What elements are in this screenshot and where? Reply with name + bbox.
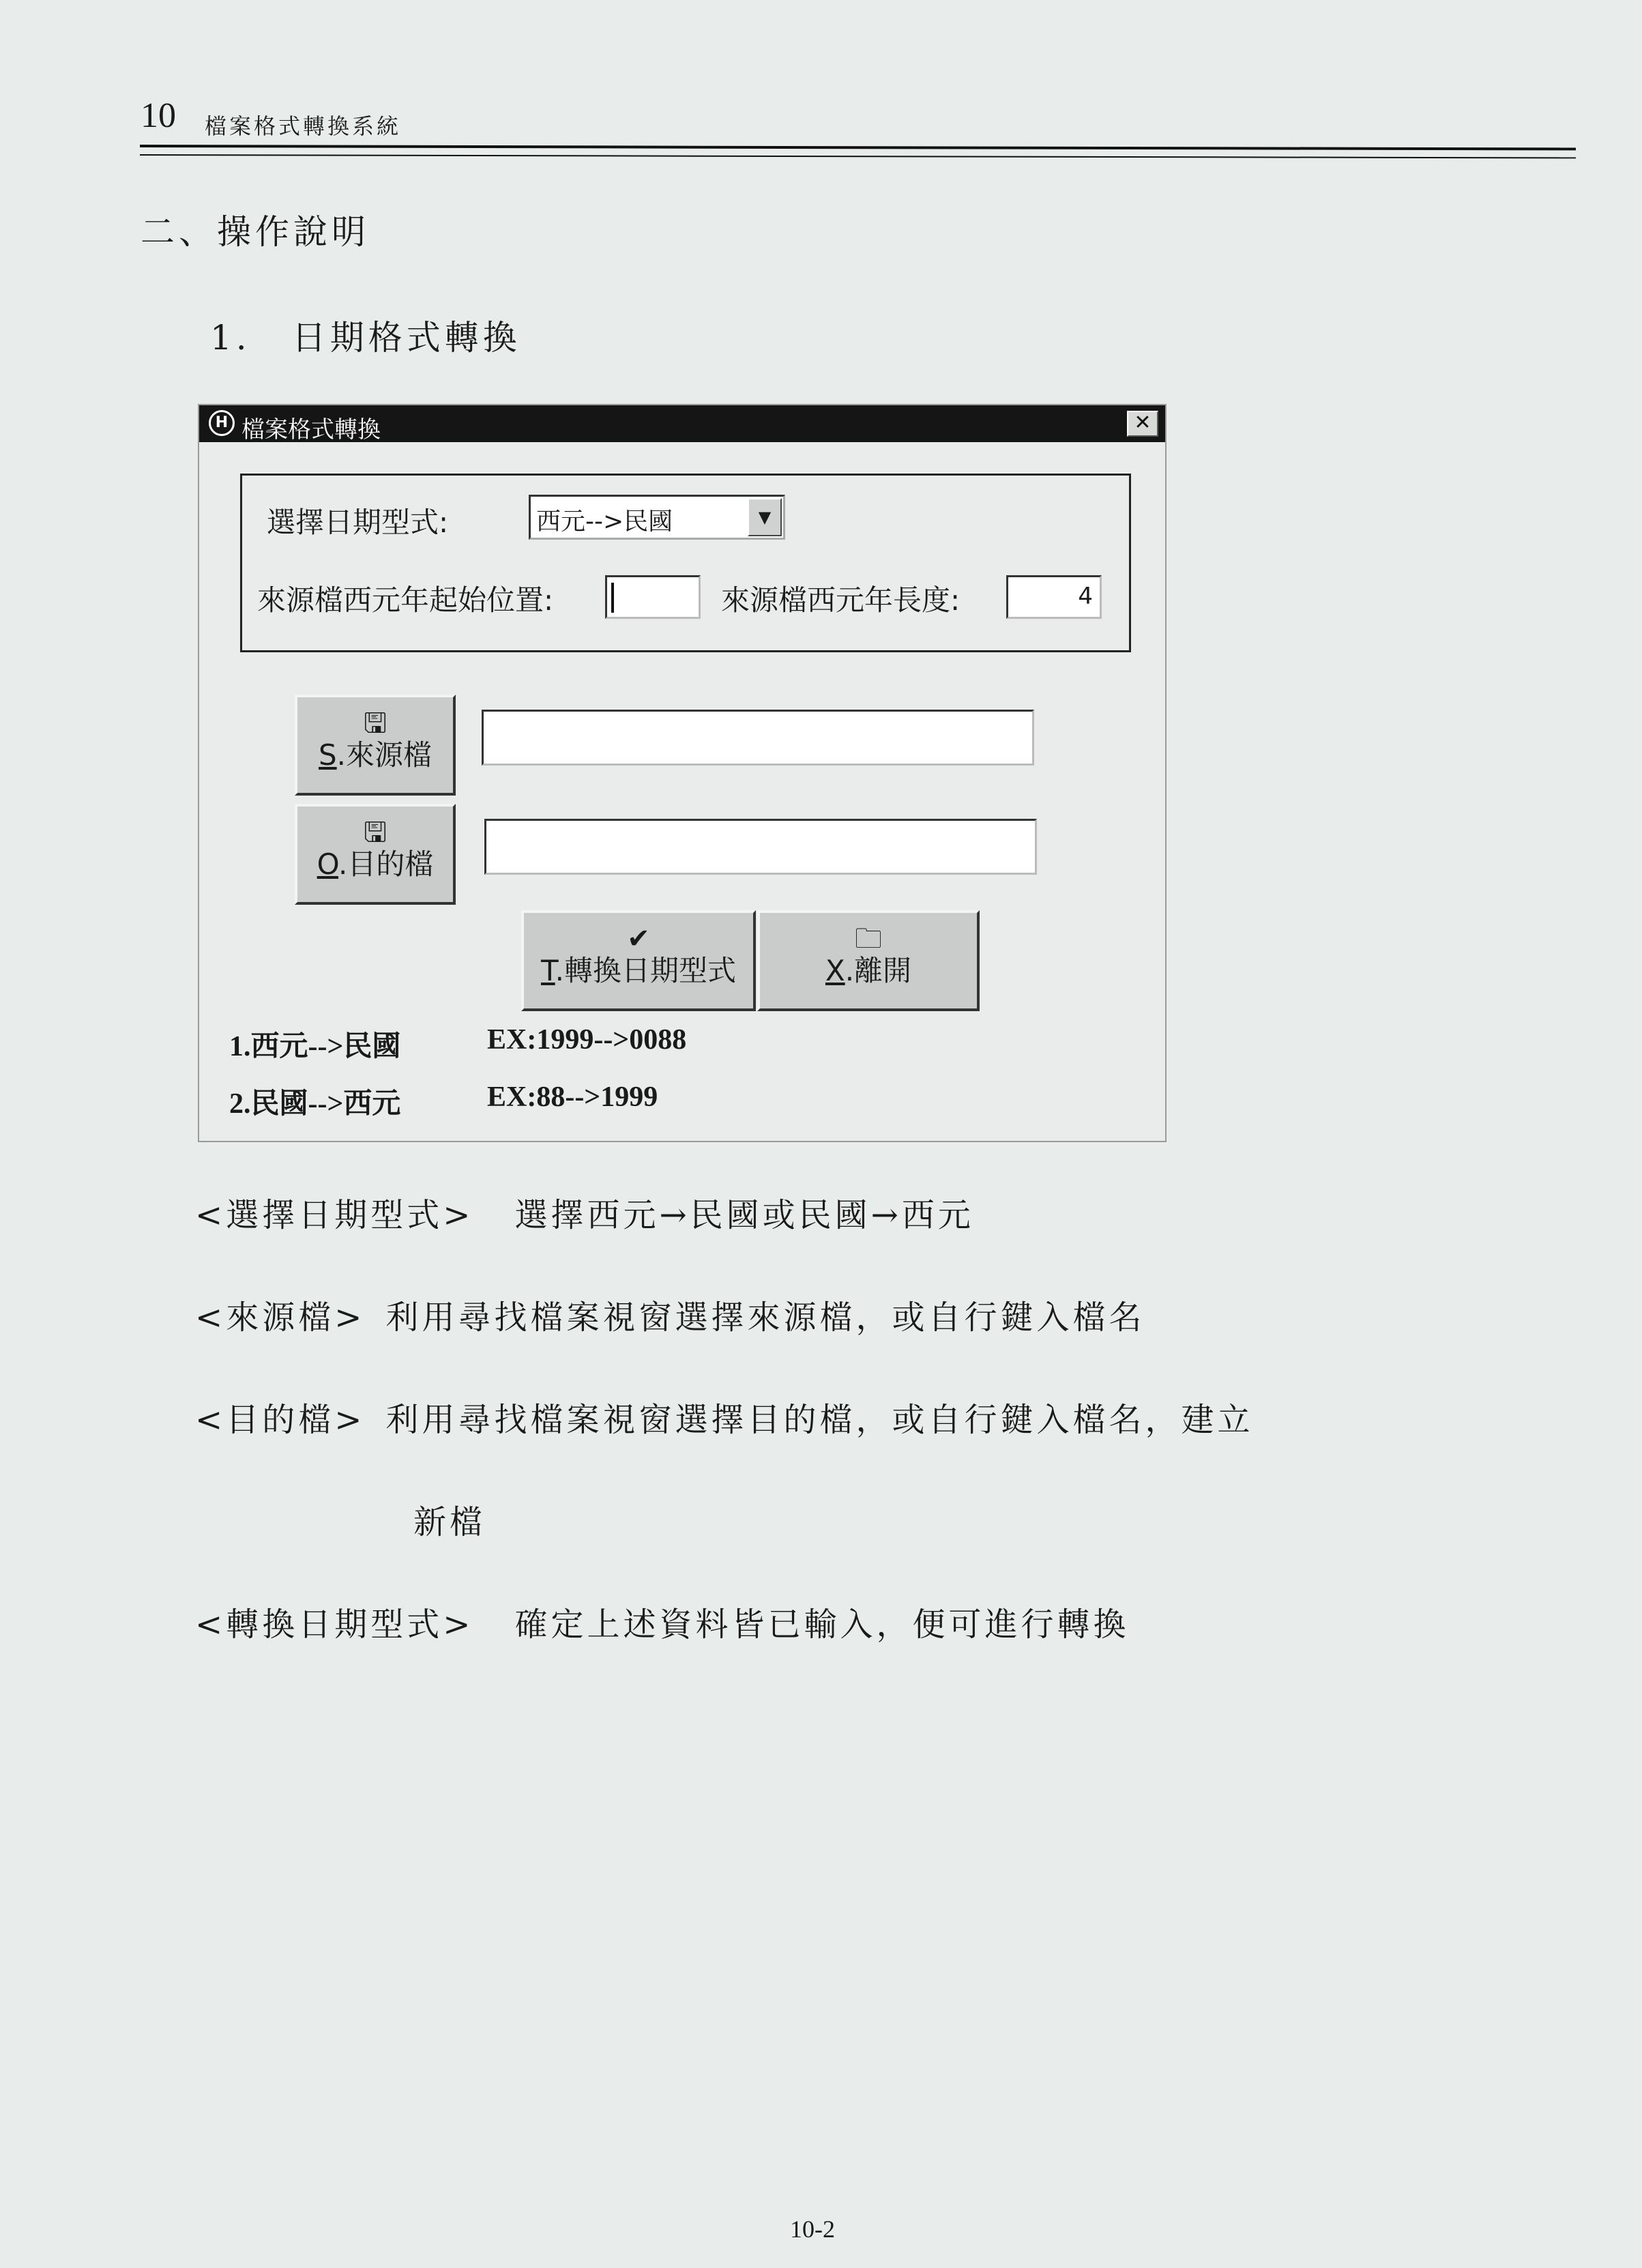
example-2-value: EX:88-->1999 [487,1081,658,1113]
date-settings-group [240,474,1131,652]
close-button[interactable]: ✕ [1127,411,1158,437]
example-1-value: EX:1999-->0088 [487,1024,687,1056]
start-position-label: 來源檔西元年起始位置: [257,583,554,617]
description-target-file-cont: 新檔 [413,1503,486,1541]
dialog-titlebar [199,405,1165,442]
floppy-disk-icon: 🖫 [363,817,387,848]
target-file-button[interactable]: 🖫 O.目的檔 [295,804,456,905]
subsection-title: 日期格式轉換 [291,318,521,358]
source-file-input[interactable] [482,710,1034,766]
exit-button[interactable]: 🗀 X.離開 [757,910,980,1011]
description-source-file: <來源檔> 利用尋找檔案視窗選擇來源檔，或自行鍵入檔名 [195,1298,1145,1337]
year-length-label: 來源檔西元年長度: [721,583,961,617]
description-date-type: <選擇日期型式> 選擇西元→民國或民國→西元 [195,1196,974,1234]
start-position-input[interactable] [605,575,701,619]
description-convert: <轉換日期型式> 確定上述資料皆已輸入，便可進行轉換 [195,1605,1130,1644]
convert-date-button[interactable]: ✔ T.轉換日期型式 [521,910,756,1011]
header-rule-thin [140,154,1576,158]
header-title: 檔案格式轉換系統 [205,113,402,139]
header-page-number: 10 [141,96,176,135]
header-rule [140,145,1576,150]
source-file-button[interactable]: 🖫 S.來源檔 [295,695,456,796]
example-2-label: 2.民國-->西元 [229,1088,401,1120]
example-1-label: 1.西元-->民國 [229,1031,401,1062]
year-length-input[interactable] [1006,575,1102,619]
year-length-value: 4 [1078,583,1093,610]
target-file-input[interactable] [484,819,1037,875]
dropdown-arrow-icon[interactable]: ▼ [748,498,782,536]
subsection-heading [210,310,521,360]
floppy-disk-icon: 🖫 [363,708,387,739]
folder-icon: 🗀 [855,923,882,955]
section-heading: 二、操作說明 [141,212,370,252]
footer-page-label: 10-2 [790,2215,835,2243]
date-type-label: 選擇日期型式: [267,506,449,539]
description-target-file: <目的檔> 利用尋找檔案視窗選擇目的檔，或自行鍵入檔名，建立 [195,1401,1254,1439]
subsection-number: 1. [210,318,251,358]
app-logo-icon: H [209,410,235,436]
text-caret [611,583,614,613]
dialog-title: 檔案格式轉換 [241,416,381,444]
date-type-value: 西元-->民國 [536,508,673,536]
date-type-select[interactable] [529,495,785,540]
checkmark-icon: ✔ [627,923,650,955]
converter-dialog [198,404,1167,1142]
